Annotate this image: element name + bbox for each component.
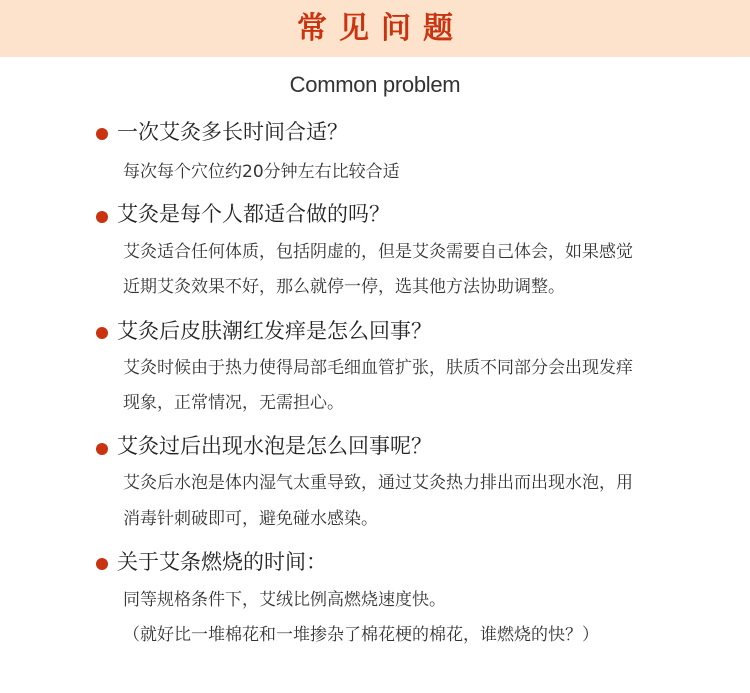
- faq-answer-line: 近期艾灸效果不好，那么就停一停，选其他方法协助调整。: [123, 277, 565, 297]
- faq-question: 艾灸是每个人都适合做的吗？: [117, 202, 390, 226]
- faq-question: 艾灸过后出现水泡是怎么回事呢？: [117, 434, 432, 458]
- faq-answer-line: 消毒针刺破即可，避免碰水感染。: [123, 509, 378, 529]
- faq-answer-line: 艾灸后水泡是体内湿气太重导致，通过艾灸热力排出而出现水泡，用: [123, 473, 633, 493]
- bullet-dot-icon: [96, 211, 108, 223]
- faq-question: 一次艾灸多长时间合适？: [117, 120, 348, 144]
- bullet-dot-icon: [96, 327, 108, 339]
- faq-answer-line: 同等规格条件下，艾绒比例高燃烧速度快。: [123, 590, 446, 610]
- page-title: 常见问题: [297, 11, 465, 46]
- faq-question: 关于艾条燃烧的时间：: [117, 550, 327, 574]
- faq-question: 艾灸后皮肤潮红发痒是怎么回事？: [117, 319, 432, 343]
- header-band: [0, 0, 750, 57]
- faq-answer-line: 每次每个穴位约20分钟左右比较合适: [123, 162, 400, 182]
- bullet-dot-icon: [96, 558, 108, 570]
- bullet-dot-icon: [96, 128, 108, 140]
- faq-answer-line: 艾灸适合任何体质，包括阴虚的，但是艾灸需要自己体会，如果感觉: [123, 242, 633, 262]
- bullet-dot-icon: [96, 443, 108, 455]
- faq-answer-line: （就好比一堆棉花和一堆掺杂了棉花梗的棉花，谁燃烧的快？）: [123, 625, 599, 645]
- faq-answer-line: 现象，正常情况，无需担心。: [123, 393, 344, 413]
- page-subtitle: Common problem: [289, 72, 461, 97]
- faq-answer-line: 艾灸时候由于热力使得局部毛细血管扩张，肤质不同部分会出现发痒: [123, 358, 633, 378]
